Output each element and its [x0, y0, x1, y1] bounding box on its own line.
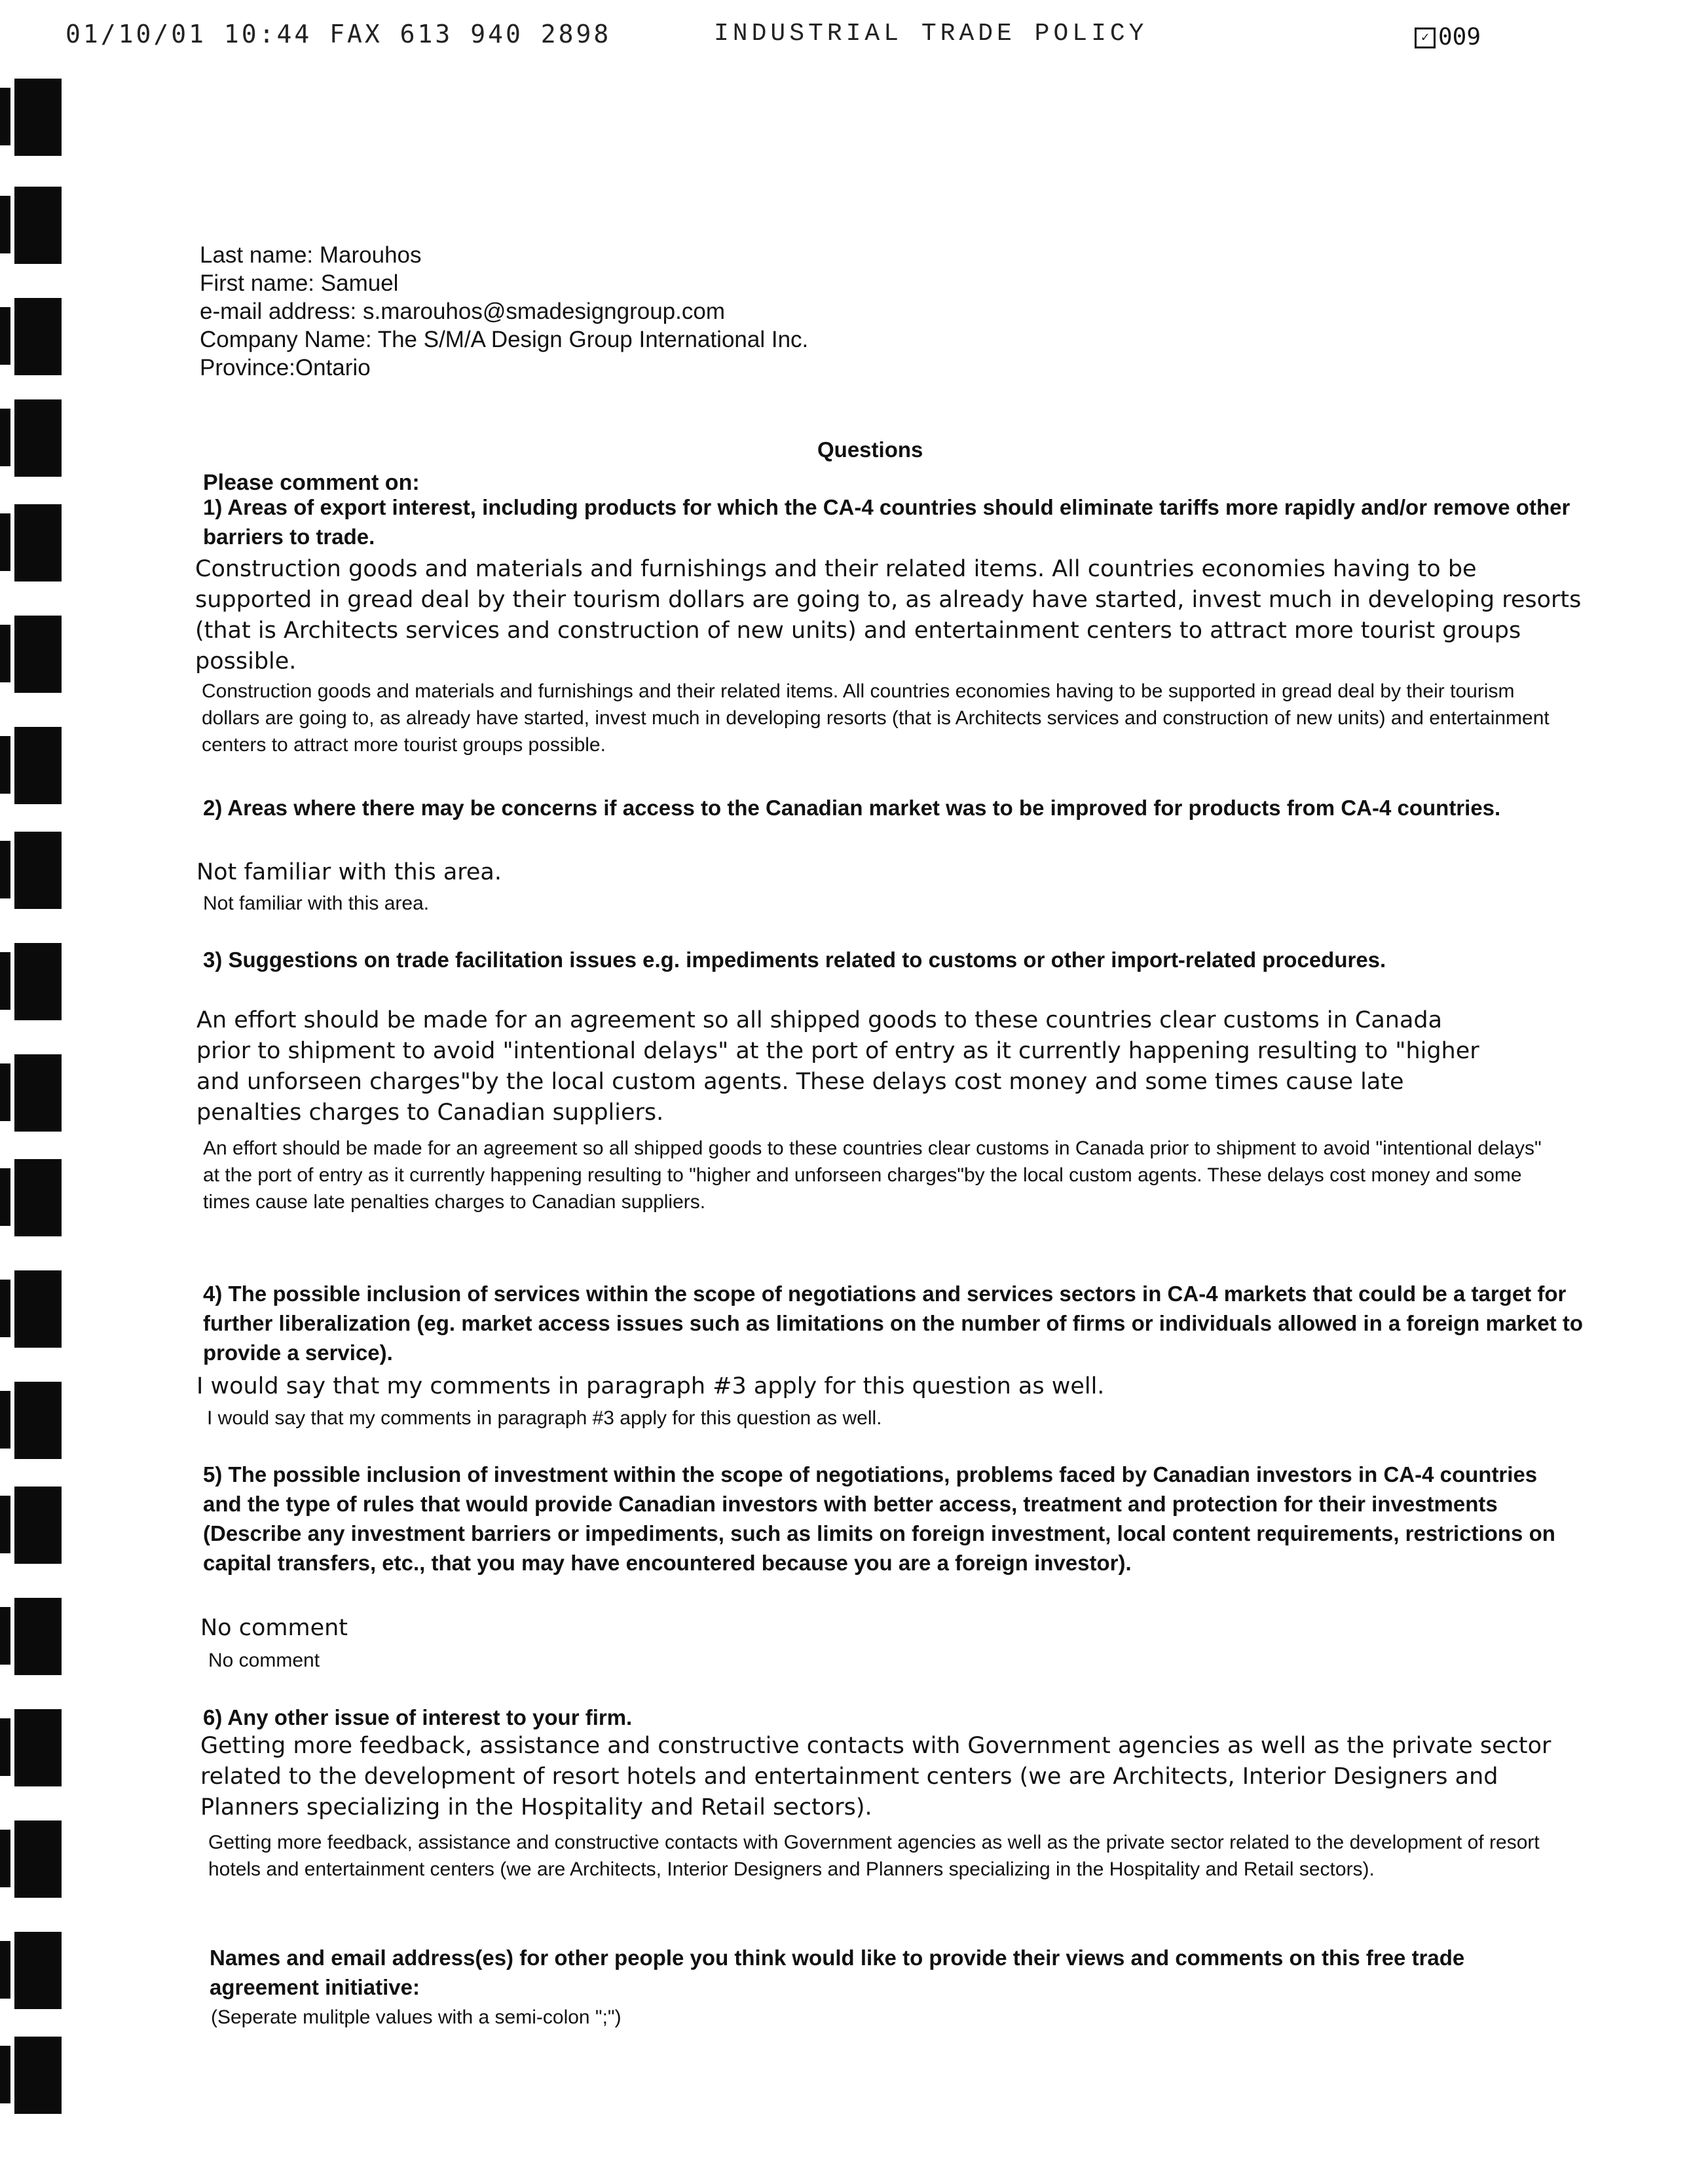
last-name: Last name: Marouhos	[200, 242, 422, 268]
please-comment-label: Please comment on:	[203, 470, 420, 495]
binder-hole-icon	[14, 1709, 62, 1786]
answer-5-repeat: No comment	[208, 1650, 320, 1671]
answer-4: I would say that my comments in paragraph #3 apply for this question as well.	[196, 1373, 1105, 1399]
answer-5: No comment	[200, 1615, 348, 1641]
binder-hole-icon	[14, 187, 62, 264]
province: Province:Ontario	[200, 355, 371, 380]
binder-hole-icon	[14, 1270, 62, 1348]
binder-hole-icon	[14, 504, 62, 582]
questions-heading: Questions	[817, 437, 923, 462]
binder-hole-icon	[14, 1382, 62, 1459]
binder-hole-icon	[14, 79, 62, 156]
answer-2: Not familiar with this area.	[196, 859, 502, 885]
fax-page-number-value: 009	[1438, 24, 1481, 50]
binder-holes	[0, 0, 72, 2180]
binder-hole-icon	[14, 298, 62, 375]
question-3: 3) Suggestions on trade facilitation issues e.g. impediments related to customs or other import-related procedures.	[203, 948, 1386, 972]
binder-hole-icon	[14, 2037, 62, 2114]
company-name: Company Name: The S/M/A Design Group International Inc.	[200, 327, 809, 352]
binder-hole-icon	[14, 616, 62, 693]
email-address: e-mail address: s.marouhos@smadesigngroup.com	[200, 299, 725, 324]
answer-3-repeat: An effort should be made for an agreement so all shipped goods to these countries clear customs in Canada prior to shipment to avoid "intentional delays" at the port of entry as it currently happening resulting to "higher and unforseen charges"by the local custom agents. These delays cost money and some times cause late penalties charges to Canadian suppliers.	[203, 1137, 1542, 1213]
question-5: 5) The possible inclusion of investment within the scope of negotiations, problems faced by Canadian investors in CA-4 countries and the type of rules that would provide Canadian investors with better access, treatment and protection for their investments (Describe any investment barriers or impediments, such as limits on foreign investment, local content requirements, restrictions on capital transfers, etc., that you may have encountered because you are a foreign investor).	[203, 1462, 1555, 1575]
answer-3: An effort should be made for an agreement so all shipped goods to these countries clear customs in Canada prior to shipment to avoid "intentional delays" at the port of entry as it currently happening resulting to "higher and unforseen charges"by the local custom agents. These delays cost money and some times cause late penalties charges to Canadian suppliers.	[196, 1007, 1479, 1126]
binder-hole-icon	[14, 399, 62, 477]
fax-page-number	[1415, 24, 1481, 50]
fax-page-icon: ✓	[1415, 28, 1436, 48]
binder-hole-icon	[14, 1820, 62, 1898]
answer-1: Construction goods and materials and furnishings and their related items. All countries economies having to be supported in gread deal by their tourism dollars are going to, as already have started, invest much in developing resorts (that is Architects services and construction of new units) and entertainment centers to attract more tourist groups possible.	[195, 556, 1582, 674]
binder-hole-icon	[14, 943, 62, 1020]
fax-header	[0, 0, 1708, 59]
question-4: 4) The possible inclusion of services within the scope of negotiations and services sectors in CA-4 markets that could be a target for further liberalization (eg. market access issues such as limitations on the number of firms or individuals allowed in a foreign market to provide a service).	[203, 1282, 1584, 1365]
binder-hole-icon	[14, 832, 62, 909]
first-name: First name: Samuel	[200, 270, 399, 296]
answer-1-repeat: Construction goods and materials and furnishings and their related items. All countries economies having to be supported in gread deal by their tourism dollars are going to, as already have started, invest much in developing resorts (that is Architects services and construction of new units) and entertainment centers to attract more tourist groups possible.	[202, 680, 1550, 756]
answer-4-repeat: I would say that my comments in paragraph #3 apply for this question as well.	[207, 1407, 882, 1429]
question-2: 2) Areas where there may be concerns if access to the Canadian market was to be improved for products from CA-4 countries.	[203, 796, 1501, 820]
binder-hole-icon	[14, 1159, 62, 1236]
fax-transmission-line: 01/10/01 10:44 FAX 613 940 2898	[65, 20, 612, 48]
names-prompt: Names and email address(es) for other people you think would like to provide their views and comments on this free trade agreement initiative:	[210, 1946, 1465, 1999]
contact-info	[200, 241, 808, 382]
question-6: 6) Any other issue of interest to your firm.	[203, 1705, 633, 1729]
answer-6-repeat: Getting more feedback, assistance and constructive contacts with Government agencies as well as the private sector related to the development of resort hotels and entertainment centers (we are Architects, Interior Designers and Planners specializing in the Hospitality and Retail sectors).	[208, 1832, 1540, 1880]
binder-hole-icon	[14, 1487, 62, 1564]
question-1: 1) Areas of export interest, including products for which the CA-4 countries should eliminate tariffs more rapidly and/or remove other barriers to trade.	[203, 495, 1570, 549]
answer-6: Getting more feedback, assistance and constructive contacts with Government agencies as well as the private sector related to the development of resort hotels and entertainment centers (we are Architects, Interior Designers and Planners specializing in the Hospitality and Retail sectors).	[200, 1733, 1551, 1820]
answer-2-repeat: Not familiar with this area.	[203, 893, 430, 914]
binder-hole-icon	[14, 1598, 62, 1675]
binder-hole-icon	[14, 1932, 62, 2009]
names-hint: (Seperate mulitple values with a semi-colon ";")	[211, 2006, 622, 2028]
fax-sender-name: INDUSTRIAL TRADE POLICY	[714, 20, 1148, 48]
binder-hole-icon	[14, 1054, 62, 1132]
binder-hole-icon	[14, 727, 62, 804]
